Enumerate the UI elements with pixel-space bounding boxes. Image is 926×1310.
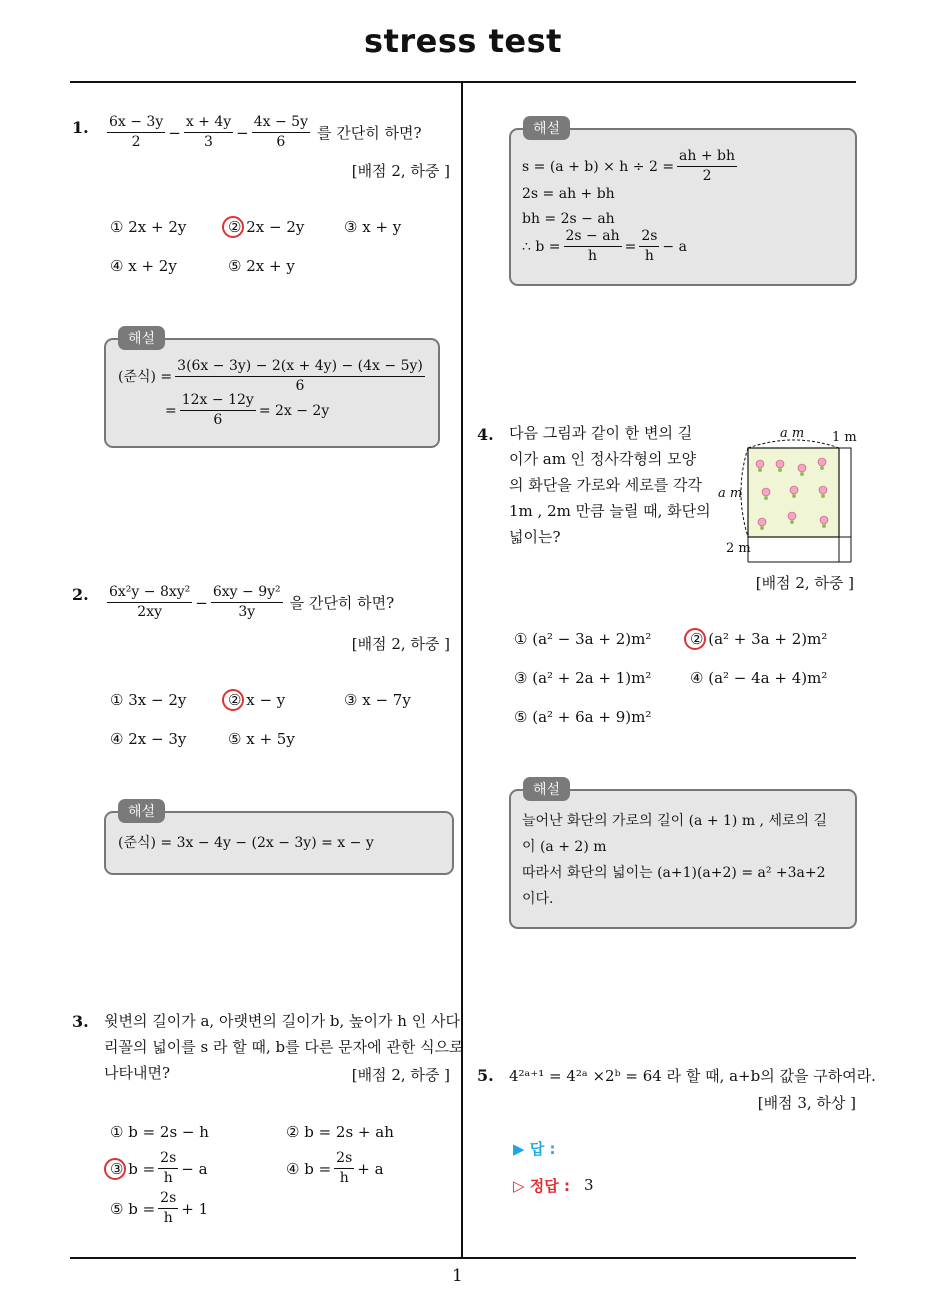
page-title: stress test [364, 22, 562, 60]
q4-explanation-tag: 해설 [523, 777, 570, 801]
q4-option-5[interactable]: ⑤ (a² + 6a + 9)m² [514, 708, 652, 726]
q2-option-4[interactable]: ④ 2x − 3y [110, 730, 187, 748]
question-3-number: 3. [72, 1012, 89, 1031]
q1-option-3[interactable]: ③ x + y [344, 218, 402, 236]
question-4-prompt: 다음 그림과 같이 한 변의 길 이가 am 인 정사각형의 모양 의 화단을 가로와 세로를 각각 1m , 2m 만큼 늘릴 때, 화단의 넓이는? [509, 424, 711, 546]
q3-option-2[interactable]: ② b = 2s + ah [286, 1123, 394, 1141]
q1-fraction-c: $\frac{4x - 5y}{6}$ [253, 114, 308, 150]
question-4-number: 4. [477, 425, 494, 444]
question-2-number: 2. [72, 585, 89, 604]
figure-label-right: 1 m [832, 430, 857, 445]
q2-explanation-text: (준식) = 3x − 4y − (2x − 3y) = x − y [118, 835, 374, 851]
q4-option-4[interactable]: ④ (a² − 4a + 4)m² [690, 669, 828, 687]
question-1-score: [배점 2, 하중 ] [351, 162, 450, 180]
q1-option-5[interactable]: ⑤ 2x + y [228, 257, 295, 275]
answer-input-label[interactable]: ▶ 답 : [513, 1140, 556, 1158]
q3-explanation-tag: 해설 [523, 116, 570, 140]
figure-label-top: a m [780, 426, 805, 441]
q1-fraction-a: $\frac{6x - 3y}{2}$ [109, 114, 164, 150]
q1-option-4[interactable]: ④ x + 2y [110, 257, 177, 275]
question-5-prompt: 4²ᵃ⁺¹ = 4²ᵃ ×2ᵇ = 64 라 할 때, a+b의 값을 구하여라. [509, 1067, 876, 1085]
footer-rule [70, 1257, 856, 1259]
q4-marked-answer-circle [684, 628, 706, 650]
q2-option-2[interactable]: ② x − y [228, 691, 286, 709]
q4-option-1[interactable]: ① (a² − 3a + 2)m² [514, 630, 652, 648]
q1-marked-answer-circle [222, 216, 244, 238]
q1-explanation-line-2: = $\frac{12x - 12y}{6}$ = 2x − 2y [165, 392, 330, 428]
q4-option-2[interactable]: ② (a² + 3a + 2)m² [690, 630, 828, 648]
q3-option-5[interactable]: ⑤ b = $\frac{2s}{h}$ + 1 [110, 1190, 209, 1226]
q1-option-1[interactable]: ① 2x + 2y [110, 218, 187, 236]
correct-answer-value: 3 [584, 1176, 594, 1194]
header-rule [70, 81, 856, 83]
question-3-prompt-line-1: 윗변의 길이가 a, 아랫변의 길이가 b, 높이가 h 인 사다 [104, 1012, 460, 1030]
q3-option-3[interactable]: ③ b = $\frac{2s}{h}$ − a [110, 1150, 208, 1186]
q3-option-1[interactable]: ① b = 2s − h [110, 1123, 209, 1141]
q2-option-5[interactable]: ⑤ x + 5y [228, 730, 295, 748]
q3-explanation-line-3: bh = 2s − ah [522, 211, 615, 227]
q3-marked-answer-circle [104, 1158, 126, 1180]
question-3-score: [배점 2, 하중 ] [351, 1066, 450, 1084]
q1-explanation-line-1: (준식) = $\frac{3(6x - 3y) - 2(x + 4y) - (4x - 5y)}{6}$ [118, 358, 423, 394]
question-1-prompt: $\frac{6x - 3y}{2}$ − $\frac{x + 4y}{3}$ − $\frac{4x - 5y}{6}$ 를 간단히 하면? [109, 114, 422, 150]
question-2-score: [배점 2, 하중 ] [351, 635, 450, 653]
q1-option-2[interactable]: ② 2x − 2y [228, 218, 305, 236]
question-1-number: 1. [72, 118, 89, 137]
question-3-prompt-line-3: 나타내면? [104, 1064, 171, 1082]
question-4-score: [배점 2, 하중 ] [755, 574, 854, 592]
q3-explanation-line-4: ∴ b = $\frac{2s - ah}{h}$ = $\frac{2s}{h}$ − a [522, 228, 687, 264]
question-3-prompt-line-2: 리꼴의 넓이를 s 라 할 때, b를 다른 문자에 관한 식으로 [104, 1038, 464, 1056]
q2-marked-answer-circle [222, 689, 244, 711]
figure-label-bottom: 2 m [726, 541, 751, 556]
page-number: 1 [452, 1266, 463, 1286]
question-5-number: 5. [477, 1066, 494, 1085]
q2-option-1[interactable]: ① 3x − 2y [110, 691, 187, 709]
q3-option-4[interactable]: ④ b = $\frac{2s}{h}$ + a [286, 1150, 384, 1186]
q1-explanation-tag: 해설 [118, 326, 165, 350]
q4-explanation-text: 늘어난 화단의 가로의 길이 (a + 1) m , 세로의 길 이 (a + 2) m 따라서 화단의 넓이는 (a+1)(a+2) = a² +3a+2 이다. [522, 813, 827, 907]
question-5-score: [배점 3, 하상 ] [757, 1094, 856, 1112]
q4-option-3[interactable]: ③ (a² + 2a + 1)m² [514, 669, 652, 687]
q3-explanation-line-1: s = (a + b) × h ÷ 2 = $\frac{ah + bh}{2}$ [522, 148, 736, 184]
top-dimension-arc [748, 440, 839, 448]
q2-option-3[interactable]: ③ x − 7y [344, 691, 411, 709]
correct-answer-label: ▷ 정답 : [513, 1177, 570, 1195]
column-divider [461, 83, 463, 1259]
q2-explanation-tag: 해설 [118, 799, 165, 823]
figure-label-left: a m [718, 486, 743, 501]
q3-explanation-line-2: 2s = ah + bh [522, 186, 615, 202]
q1-fraction-b: $\frac{x + 4y}{3}$ [185, 114, 232, 150]
question-2-prompt: $\frac{\text{6x²y − 8xy²}}{2xy}$ − $\frac{\text{6xy − 9y²}}{3y}$ 을 간단히 하면? [109, 584, 395, 620]
